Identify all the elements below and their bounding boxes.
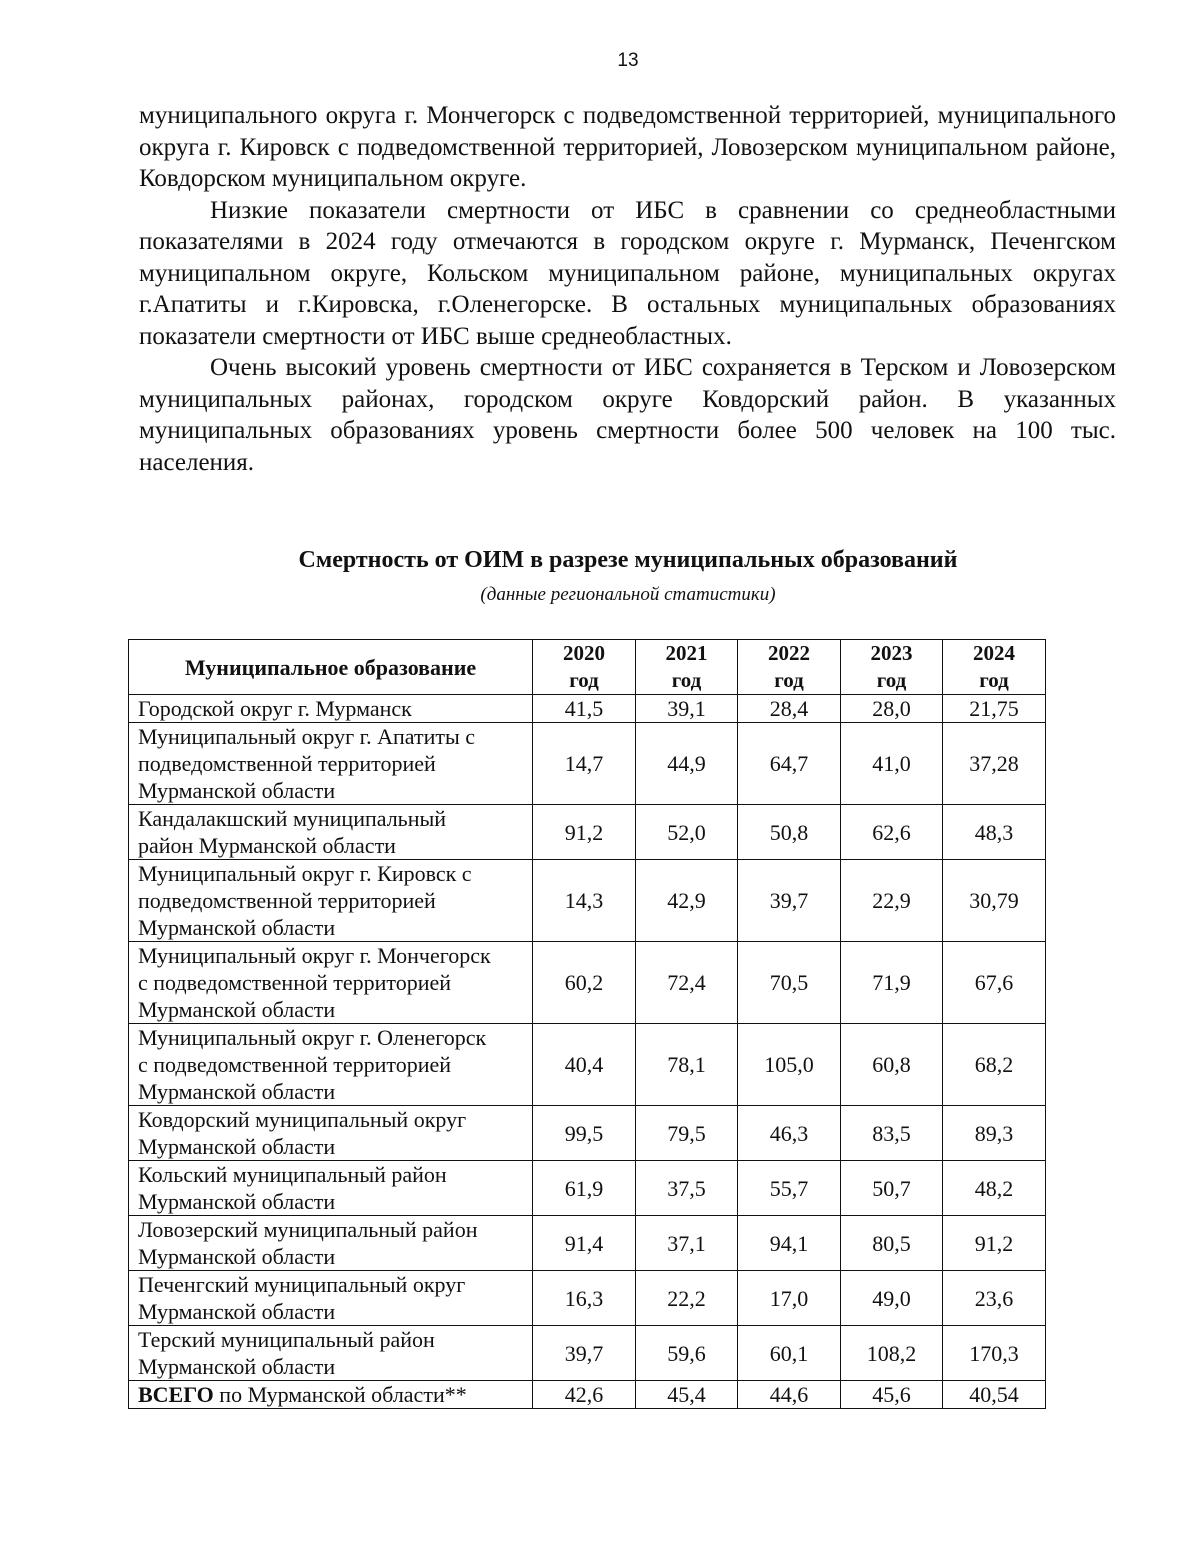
header-year: 2022 год: [738, 640, 841, 695]
table-row: [129, 1271, 1046, 1326]
table-cell-value: 55,7: [738, 1161, 841, 1216]
table-cell-value: 22,9: [841, 860, 943, 942]
municipality-name: [129, 1106, 533, 1161]
header-year: 2024 год: [943, 640, 1046, 695]
table-cell-value: 40,54: [943, 1381, 1046, 1409]
paragraph-2: Низкие показатели смертности от ИБС в сравнении со среднеобластными показателями в 2024 году отмечаются в городском округе г. Мурманск, Печенгском муниципальном округе, Кольском муниципальном районе, муниципальных округах г.Апатиты и г.Кировска, г.Оленегорске. В остальных муниципальных образованиях показатели смертности от ИБС выше среднеобластных.: [139, 196, 1116, 350]
table-cell-value: 30,79: [943, 860, 1046, 942]
table-row: [129, 942, 1046, 1024]
table-cell-value: 44,9: [636, 723, 738, 805]
municipality-name: [129, 1161, 533, 1216]
table-cell-value: 89,3: [943, 1106, 1046, 1161]
table-cell-value: 91,2: [943, 1216, 1046, 1271]
total-label: ВСЕГО по Мурманской области**: [129, 1381, 533, 1409]
table-cell-value: 14,7: [533, 723, 636, 805]
table-cell-value: 41,0: [841, 723, 943, 805]
table-cell-value: 50,8: [738, 805, 841, 860]
table-cell-value: 52,0: [636, 805, 738, 860]
table-cell-value: 91,2: [533, 805, 636, 860]
table-cell-value: 23,6: [943, 1271, 1046, 1326]
table-cell-value: 68,2: [943, 1024, 1046, 1106]
table-cell-value: 94,1: [738, 1216, 841, 1271]
municipality-name: [129, 1271, 533, 1326]
municipality-name-line: подведомственной территорией: [138, 888, 436, 913]
table-cell-value: 44,6: [738, 1381, 841, 1409]
municipality-name: [129, 723, 533, 805]
municipality-name-line: Муниципальный округ г. Апатиты с: [138, 724, 476, 749]
municipality-name: [129, 695, 533, 723]
table-cell-value: 37,28: [943, 723, 1046, 805]
table-cell-value: 37,5: [636, 1161, 738, 1216]
municipality-name-line: с подведомственной территорией: [138, 970, 452, 995]
municipality-name-line: Ловозерский муниципальный район: [138, 1217, 478, 1242]
paragraph-3: Очень высокий уровень смертности от ИБС сохраняется в Терском и Ловозерском муниципальных районах, городском округе Ковдорский район. В указанных муниципальных образованиях уровень смертности более 500 человек на 100 тыс. населения.: [139, 354, 1116, 476]
municipality-name: [129, 805, 533, 860]
paragraph-1: муниципального округа г. Мончегорск с подведомственной территорией, муниципального округа г. Кировск с подведомственной территорией, Ловозерском муниципальном районе, Ковдорском муниципальном округе.: [139, 102, 1116, 192]
municipality-name: [129, 1326, 533, 1381]
table-row: [129, 1326, 1046, 1381]
mortality-table: [128, 639, 1046, 1409]
municipality-name-line: Мурманской области: [138, 1079, 336, 1104]
table-cell-value: 78,1: [636, 1024, 738, 1106]
table-cell-value: 83,5: [841, 1106, 943, 1161]
table-row: [129, 723, 1046, 805]
municipality-name-line: Печенгский муниципальный округ: [138, 1272, 466, 1297]
table-cell-value: 28,0: [841, 695, 943, 723]
table-cell-value: 48,2: [943, 1161, 1046, 1216]
header-year: 2023 год: [841, 640, 943, 695]
municipality-name-line: Городской округ г. Мурманск: [138, 696, 412, 721]
table-cell-value: 42,9: [636, 860, 738, 942]
table-cell-value: 99,5: [533, 1106, 636, 1161]
table-cell-value: 62,6: [841, 805, 943, 860]
municipality-name-line: район Мурманской области: [138, 833, 396, 858]
table-cell-value: 72,4: [636, 942, 738, 1024]
table-row: [129, 860, 1046, 942]
table-cell-value: 79,5: [636, 1106, 738, 1161]
table-total-row: [129, 1381, 1046, 1409]
municipality-name-line: Мурманской области: [138, 778, 336, 803]
municipality-name-line: Мурманской области: [138, 997, 336, 1022]
table-cell-value: 45,4: [636, 1381, 738, 1409]
municipality-name-line: с подведомственной территорией: [138, 1052, 452, 1077]
page-number: 13: [617, 50, 639, 71]
municipality-name-line: Мурманской области: [138, 1354, 336, 1379]
municipality-name-line: Мурманской области: [138, 1299, 336, 1324]
table-row: [129, 1216, 1046, 1271]
table-cell-value: 80,5: [841, 1216, 943, 1271]
municipality-name-line: подведомственной территорией: [138, 751, 436, 776]
table-cell-value: 48,3: [943, 805, 1046, 860]
table-cell-value: 28,4: [738, 695, 841, 723]
table-cell-value: 22,2: [636, 1271, 738, 1326]
municipality-name-line: Ковдорский муниципальный округ: [138, 1107, 467, 1132]
table-cell-value: 39,1: [636, 695, 738, 723]
table-cell-value: 60,2: [533, 942, 636, 1024]
body-text: [139, 100, 1116, 478]
table-cell-value: 108,2: [841, 1326, 943, 1381]
table-cell-value: 17,0: [738, 1271, 841, 1326]
municipality-name-line: Кандалакшский муниципальный: [138, 806, 447, 831]
table-cell-value: 39,7: [738, 860, 841, 942]
table-cell-value: 170,3: [943, 1326, 1046, 1381]
table-cell-value: 41,5: [533, 695, 636, 723]
table-subtitle: (данные региональной статистики): [480, 584, 776, 605]
table-row: [129, 1106, 1046, 1161]
municipality-name: [129, 860, 533, 942]
header-municipality: Муниципальное образование: [129, 640, 533, 695]
table-row: [129, 1024, 1046, 1106]
table-cell-value: 37,1: [636, 1216, 738, 1271]
table-cell-value: 46,3: [738, 1106, 841, 1161]
municipality-name-line: Мурманской области: [138, 1244, 336, 1269]
table-cell-value: 42,6: [533, 1381, 636, 1409]
municipality-name-line: Мурманской области: [138, 1189, 336, 1214]
municipality-name: [129, 1024, 533, 1106]
municipality-name-line: Муниципальный округ г. Мончегорск: [138, 943, 491, 968]
table-cell-value: 50,7: [841, 1161, 943, 1216]
table-cell-value: 71,9: [841, 942, 943, 1024]
municipality-name-line: Мурманской области: [138, 1134, 336, 1159]
header-year: 2021 год: [636, 640, 738, 695]
table-row: [129, 695, 1046, 723]
table-row: [129, 1161, 1046, 1216]
municipality-name-line: Муниципальный округ г. Кировск с: [138, 861, 472, 886]
table-cell-value: 61,9: [533, 1161, 636, 1216]
table-cell-value: 105,0: [738, 1024, 841, 1106]
table-cell-value: 60,1: [738, 1326, 841, 1381]
table-cell-value: 14,3: [533, 860, 636, 942]
table-cell-value: 67,6: [943, 942, 1046, 1024]
table-cell-value: 39,7: [533, 1326, 636, 1381]
municipality-name-line: Кольский муниципальный район: [138, 1162, 447, 1187]
table-cell-value: 91,4: [533, 1216, 636, 1271]
table-cell-value: 64,7: [738, 723, 841, 805]
table-header-row: [129, 640, 1046, 695]
municipality-name-line: Муниципальный округ г. Оленегорск: [138, 1025, 487, 1050]
table-cell-value: 70,5: [738, 942, 841, 1024]
municipality-name: [129, 1216, 533, 1271]
table-cell-value: 40,4: [533, 1024, 636, 1106]
table-title: Смертность от ОИМ в разрезе муниципальных образований: [298, 547, 958, 573]
table-cell-value: 60,8: [841, 1024, 943, 1106]
table-cell-value: 21,75: [943, 695, 1046, 723]
table-row: [129, 805, 1046, 860]
table-cell-value: 49,0: [841, 1271, 943, 1326]
municipality-name-line: Терский муниципальный район: [138, 1327, 435, 1352]
municipality-name-line: Мурманской области: [138, 915, 336, 940]
table-cell-value: 45,6: [841, 1381, 943, 1409]
municipality-name: [129, 942, 533, 1024]
header-year: 2020 год: [533, 640, 636, 695]
table-cell-value: 59,6: [636, 1326, 738, 1381]
table-cell-value: 16,3: [533, 1271, 636, 1326]
